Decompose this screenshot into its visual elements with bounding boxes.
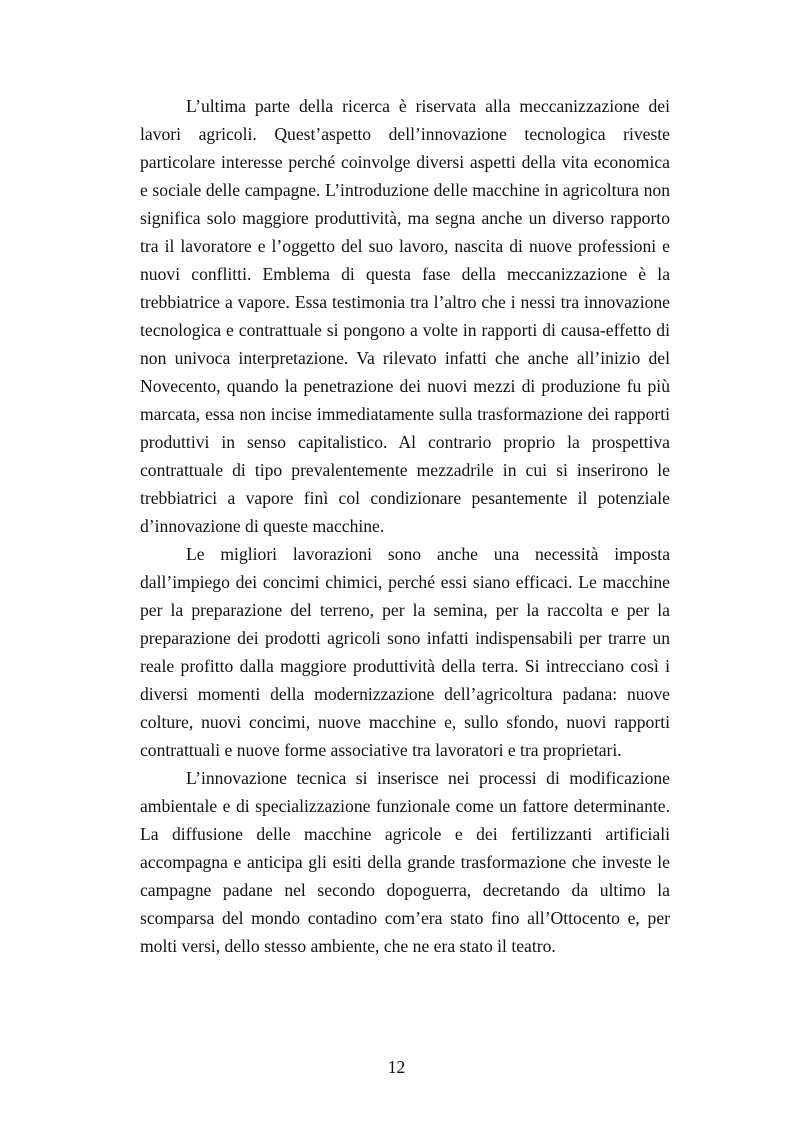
paragraph-2: Le migliori lavorazioni sono anche una necessità imposta dall’impiego dei concimi chimici, perché essi siano efficaci. Le macchine per la preparazione del terreno, per la semina, per la raccolta e per la preparazione dei prodotti agricoli sono infatti indispensabili per trarre un reale profitto dalla maggiore produttività della terra. Si intrecciano così i diversi momenti della modernizzazione dell’agricoltura padana: nuove colture, nuovi concimi, nuove macchine e, sullo sfondo, nuovi rapporti contrattuali e nuove forme associative tra lavoratori e tra proprietari. [140, 544, 670, 760]
paragraph-1: L’ultima parte della ricerca è riservata alla meccanizzazione dei lavori agricoli. Quest’aspetto dell’innovazione tecnologica riveste particolare interesse perché coinvolge diversi aspetti della vita economica e sociale delle campagne. L’introduzione delle macchine in agricoltura non significa solo maggiore produttività, ma segna anche un diverso rapporto tra il lavoratore e l’oggetto del suo lavoro, nascita di nuove professioni e nuovi conflitti. Emblema di questa fase della meccanizzazione è la trebbiatrice a vapore. Essa testimonia tra l’altro che i nessi tra innovazione tecnologica e contrattuale si pongono a volte in rapporti di causa-effetto di non univoca interpretazione. Va rilevato infatti che anche all’inizio del Novecento, quando la penetrazione dei nuovi mezzi di produzione fu più marcata, essa non incise immediatamente sulla trasformazione dei rapporti produttivi in senso capitalistico. Al contrario proprio la prospettiva contrattuale di tipo prevalentemente mezzadrile in cui si inserirono le trebbiatrici a vapore finì col condizionare pesantemente il potenziale d’innovazione di queste macchine. [140, 96, 670, 536]
page-body [140, 92, 670, 960]
page-number: 12 [387, 1057, 406, 1077]
paragraph-3: L’innovazione tecnica si inserisce nei processi di modificazione ambientale e di specializzazione funzionale come un fattore determinante. La diffusione delle macchine agricole e dei fertilizzanti artificiali accompagna e anticipa gli esiti della grande trasformazione che investe le campagne padane nel secondo dopoguerra, decretando da ultimo la scomparsa del mondo contadino com’era stato fino all’Ottocento e, per molti versi, dello stesso ambiente, che ne era stato il teatro. [140, 768, 670, 956]
